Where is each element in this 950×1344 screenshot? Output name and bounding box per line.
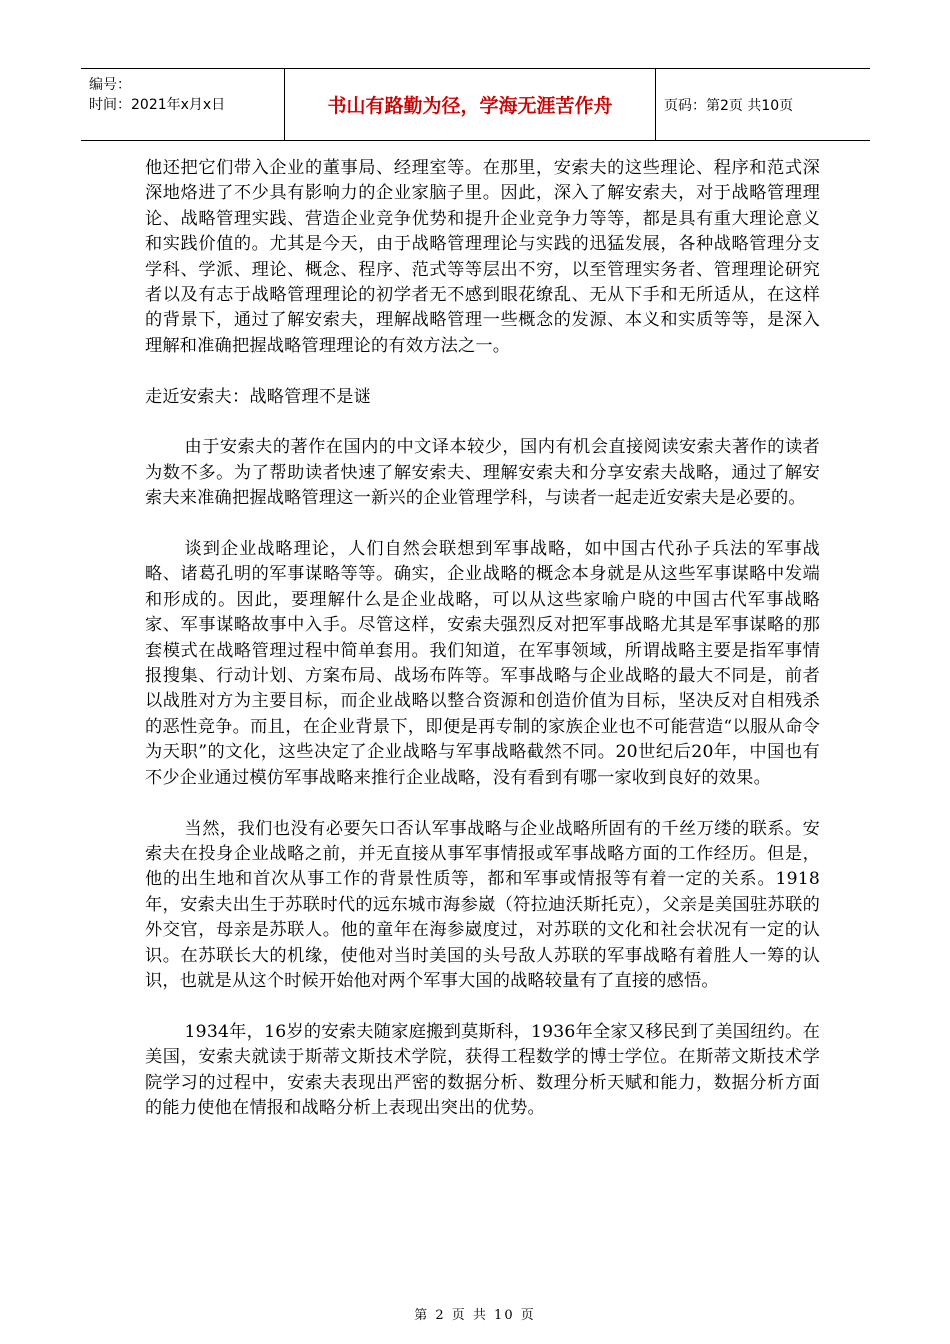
header-motto: 书山有路勤为径，学海无涯苦作舟 [285,69,656,140]
document-body [145,156,820,1121]
header-date: 时间：2021年x月x日 [89,97,226,113]
header-number-label: 编号： [89,77,131,93]
section-heading: 走近安索夫：战略管理不是谜 [145,386,372,407]
paragraph: 1934年，16岁的安索夫随家庭搬到莫斯科，1936年全家又移民到了美国纽约。在美国，安索夫就读于斯蒂文斯技术学院，获得工程数学的博士学位。在斯蒂文斯技术学院学习的过程中，安索夫表现出严密的数据分析、数理分析天赋和能力，数据分析方面的能力使他在情报和战略分析上表现出突出的优势。 [145,1021,820,1118]
page-header [81,68,870,141]
header-page-info: 页码：第2页 共10页 [664,97,794,114]
header-meta [81,69,285,140]
page-footer: 第 2 页 共 10 页 [414,1308,536,1323]
paragraph: 谈到企业战略理论，人们自然会联想到军事战略，如中国古代孙子兵法的军事战略、诸葛孔明的军事谋略等等。确实，企业战略的概念本身就是从这些军事谋略中发端和形成的。因此，要理解什么是企业战略，可以从这些家喻户晓的中国古代军事战略家、军事谋略故事中入手。尽管这样，安索夫强烈反对把军事战略尤其是军事谋略的那套模式在战略管理过程中简单套用。我们知道，在军事领域，所谓战略主要是指军事情报搜集、行动计划、方案布局、战场布阵等。军事战略与企业战略的最大不同是，前者以战胜对方为主要目标，而企业战略以整合资源和创造价值为目标，坚决反对自相残杀的恶性竞争。而且，在企业背景下，即便是再专制的家族企业也不可能营造“以服从命令为天职”的文化，这些决定了企业战略与军事战略截然不同。20世纪后20年，中国也有不少企业通过模仿军事战略来推行企业战略，没有看到有哪一家收到良好的效果。 [145,539,820,788]
paragraph: 由于安索夫的著作在国内的中文译本较少，国内有机会直接阅读安索夫著作的读者为数不多。为了帮助读者快速了解安索夫、理解安索夫和分享安索夫战略，通过了解安索夫来准确把握战略管理这一新兴的企业管理学科，与读者一起走近安索夫是必要的。 [145,437,820,509]
paragraph: 当然，我们也没有必要矢口否认军事战略与企业战略所固有的千丝万缕的联系。安索夫在投身企业战略之前，并无直接从事军事情报或军事战略方面的工作经历。但是，他的出生地和首次从事工作的背景性质等，都和军事或情报等有着一定的关系。1918年，安索夫出生于苏联时代的远东城市海参崴（符拉迪沃斯托克），父亲是美国驻苏联的外交官，母亲是苏联人。他的童年在海参崴度过，对苏联的文化和社会状况有一定的认识。在苏联长大的机缘，使他对当时美国的头号敌人苏联的军事战略有着胜人一筹的认识，也就是从这个时候开始他对两个军事大国的战略较量有了直接的感悟。 [145,818,820,991]
paragraph: 他还把它们带入企业的董事局、经理室等。在那里，安索夫的这些理论、程序和范式深深地烙进了不少具有影响力的企业家脑子里。因此，深入了解安索夫，对于战略管理理论、战略管理实践、营造企业竞争优势和提升企业竞争力等等，都是具有重大理论意义和实践价值的。尤其是今天，由于战略管理理论与实践的迅猛发展，各种战略管理分支学科、学派、理论、概念、程序、范式等等层出不穷，以至管理实务者、管理理论研究者以及有志于战略管理理论的初学者无不感到眼花缭乱、无从下手和无所适从，在这样的背景下，通过了解安索夫，理解战略管理一些概念的发源、本义和实质等等，是深入理解和准确把握战略管理理论的有效方法之一。 [145,158,820,356]
